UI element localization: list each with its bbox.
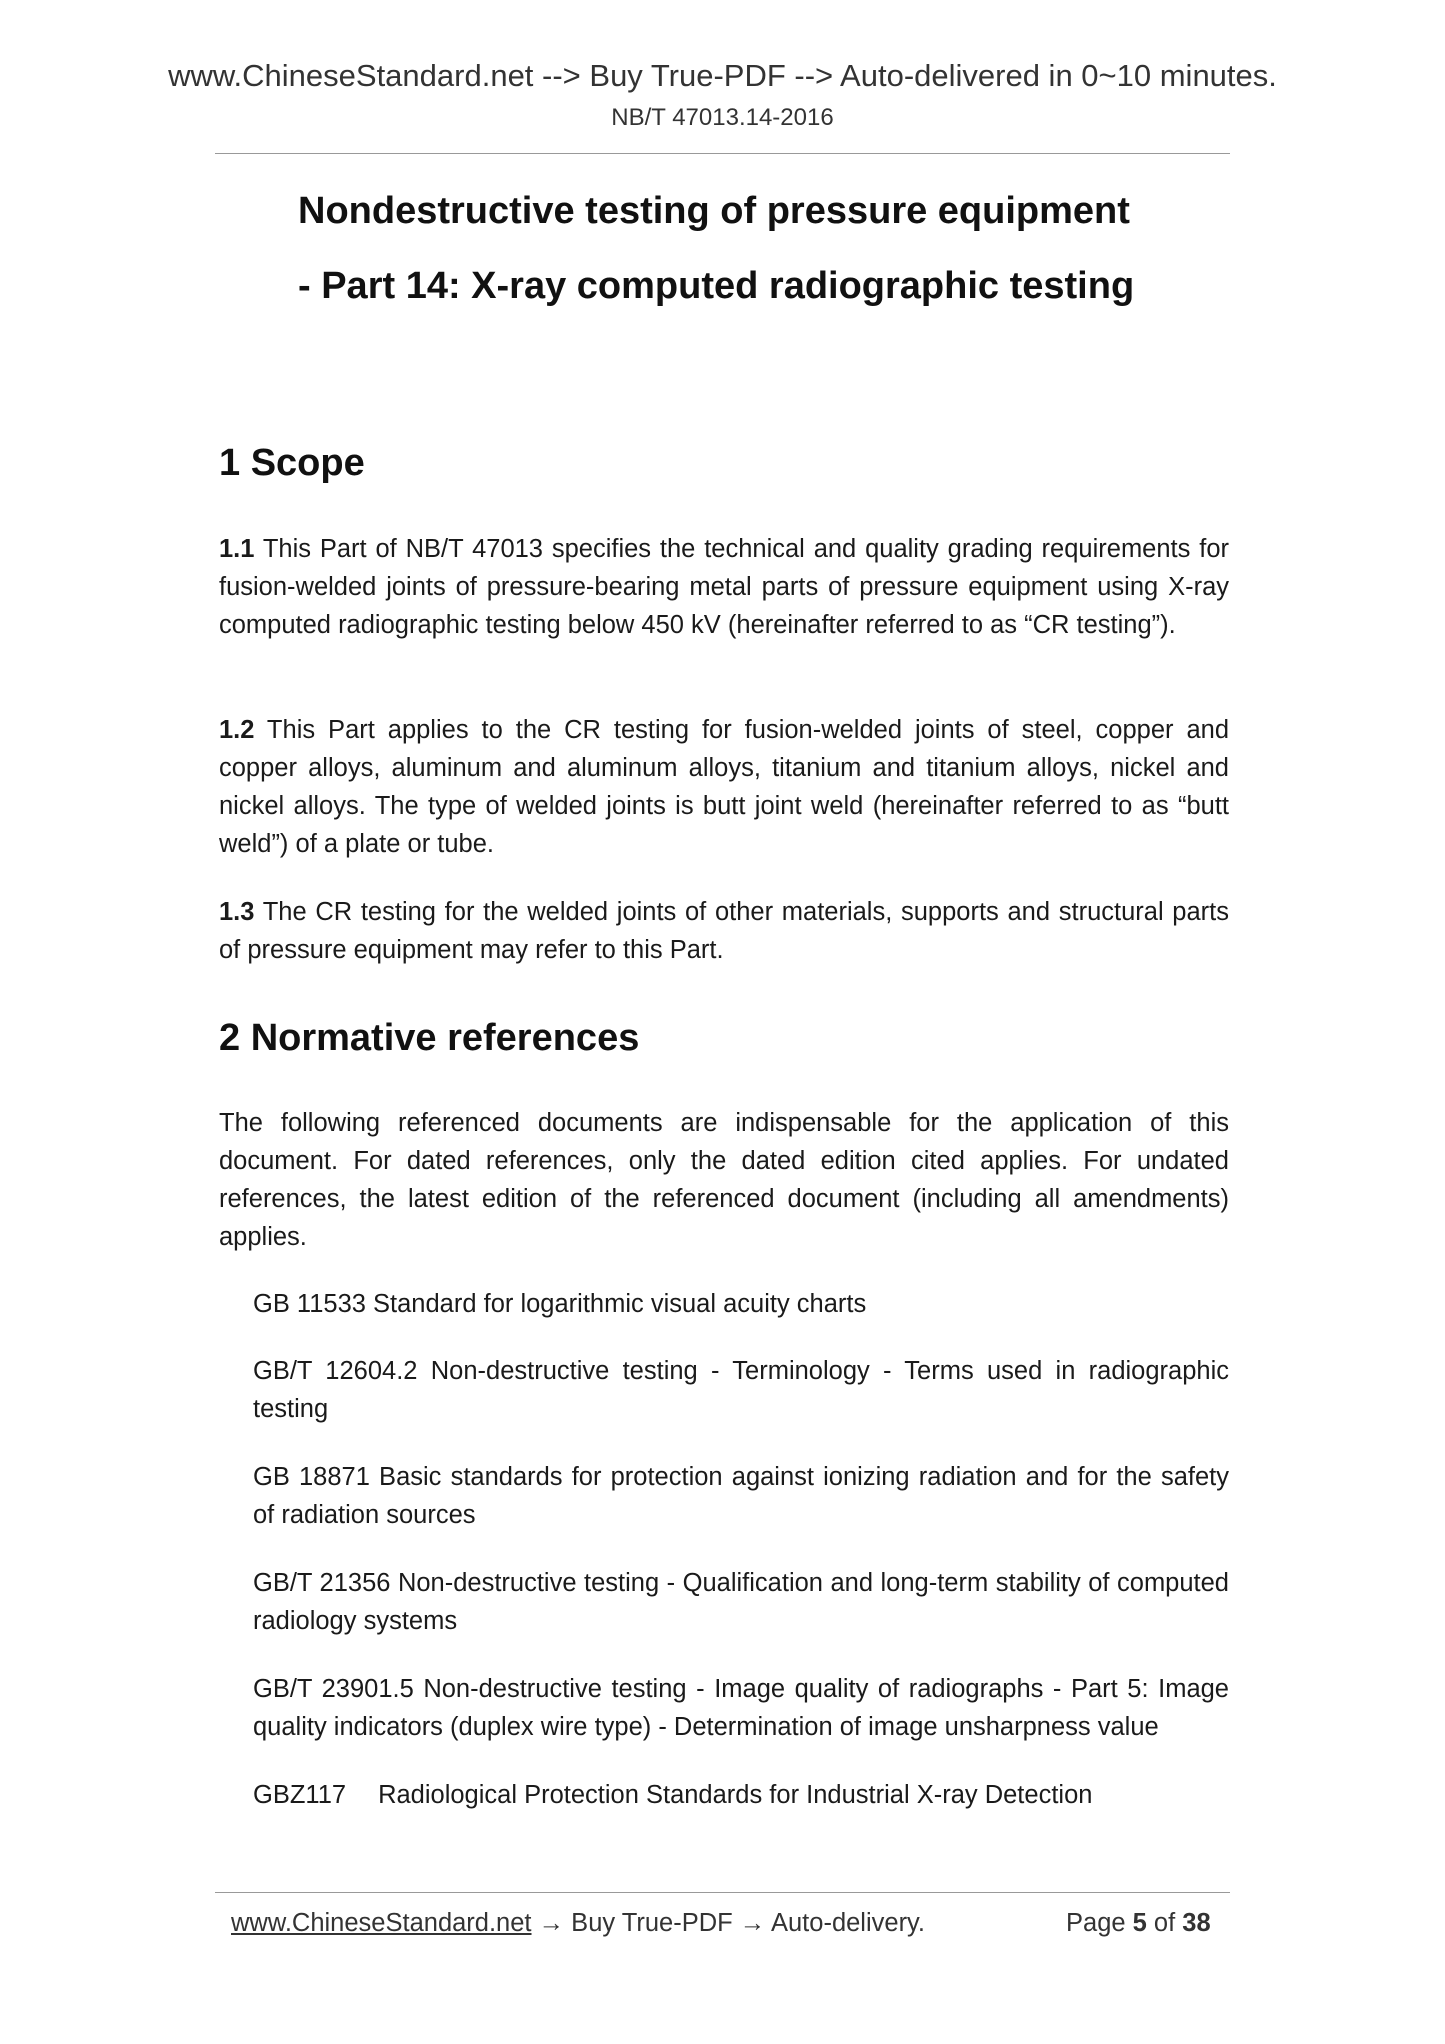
page-current: 5 bbox=[1132, 1909, 1147, 1937]
clause-number: 1.1 bbox=[219, 535, 255, 563]
reference-code: GBZ117 bbox=[253, 1781, 347, 1809]
reference-item bbox=[253, 1776, 1229, 1814]
document-title-line2: - Part 14: X-ray computed radiographic testing bbox=[298, 265, 1135, 307]
references-intro: The following referenced documents are indispensable for the application of this document. For dated references, only the dated edition cited applies. For undated references, the latest edition of the referenced document (including all amendments) applies. bbox=[219, 1109, 1229, 1251]
page-label: Page bbox=[1066, 1909, 1133, 1937]
clause-1-3 bbox=[219, 893, 1229, 969]
reference-item: GB 18871 Basic standards for protection against ionizing radiation and for the safety of radiation sources bbox=[253, 1463, 1229, 1529]
reference-item: GB/T 23901.5 Non-destructive testing - Image quality of radiographs - Part 5: Image quality indicators (duplex wire type) - Determination of image unsharpness value bbox=[253, 1675, 1229, 1741]
footer-site-link[interactable]: www.ChineseStandard.net bbox=[231, 1909, 532, 1937]
clause-text: This Part applies to the CR testing for fusion-welded joints of steel, copper and copper alloys, aluminum and aluminum alloys, titanium and titanium alloys, nickel and nickel alloys. The type of welded joints is butt joint weld (hereinafter referred to as “butt weld”) of a plate or tube. bbox=[219, 716, 1229, 858]
page-total: 38 bbox=[1182, 1909, 1211, 1937]
clause-1-1 bbox=[219, 530, 1229, 644]
header-doc-code: NB/T 47013.14-2016 bbox=[611, 104, 834, 131]
reference-item: GB 11533 Standard for logarithmic visual acuity charts bbox=[253, 1290, 867, 1318]
footer-divider bbox=[215, 1892, 1230, 1893]
reference-title: Radiological Protection Standards for Industrial X-ray Detection bbox=[378, 1781, 1093, 1809]
clause-number: 1.2 bbox=[219, 716, 255, 744]
clause-number: 1.3 bbox=[219, 898, 255, 926]
clause-text: The CR testing for the welded joints of other materials, supports and structural parts of pressure equipment may refer to this Part. bbox=[219, 898, 1229, 964]
header-banner: www.ChineseStandard.net --> Buy True-PDF --> Auto-delivered in 0~10 minutes. bbox=[168, 58, 1277, 93]
section-heading-scope: 1 Scope bbox=[219, 442, 365, 484]
page-number bbox=[1066, 1909, 1211, 1938]
document-title-line1: Nondestructive testing of pressure equipment bbox=[298, 190, 1130, 232]
page-of: of bbox=[1146, 1909, 1183, 1937]
footer-promo-text: → Buy True-PDF → Auto-delivery. bbox=[531, 1909, 925, 1937]
clause-text: This Part of NB/T 47013 specifies the technical and quality grading requirements for fusion-welded joints of pressure-bearing metal parts of pressure equipment using X-ray computed radiographic testing below 450 kV (hereinafter referred to as “CR testing”). bbox=[219, 535, 1229, 639]
reference-item: GB/T 12604.2 Non-destructive testing - Terminology - Terms used in radiographic testing bbox=[253, 1357, 1229, 1423]
clause-1-2 bbox=[219, 711, 1229, 863]
footer-promo bbox=[231, 1909, 925, 1938]
header-divider bbox=[215, 153, 1230, 154]
reference-item: GB/T 21356 Non-destructive testing - Qualification and long-term stability of computed radiology systems bbox=[253, 1569, 1229, 1635]
section-heading-normative-references: 2 Normative references bbox=[219, 1017, 640, 1059]
